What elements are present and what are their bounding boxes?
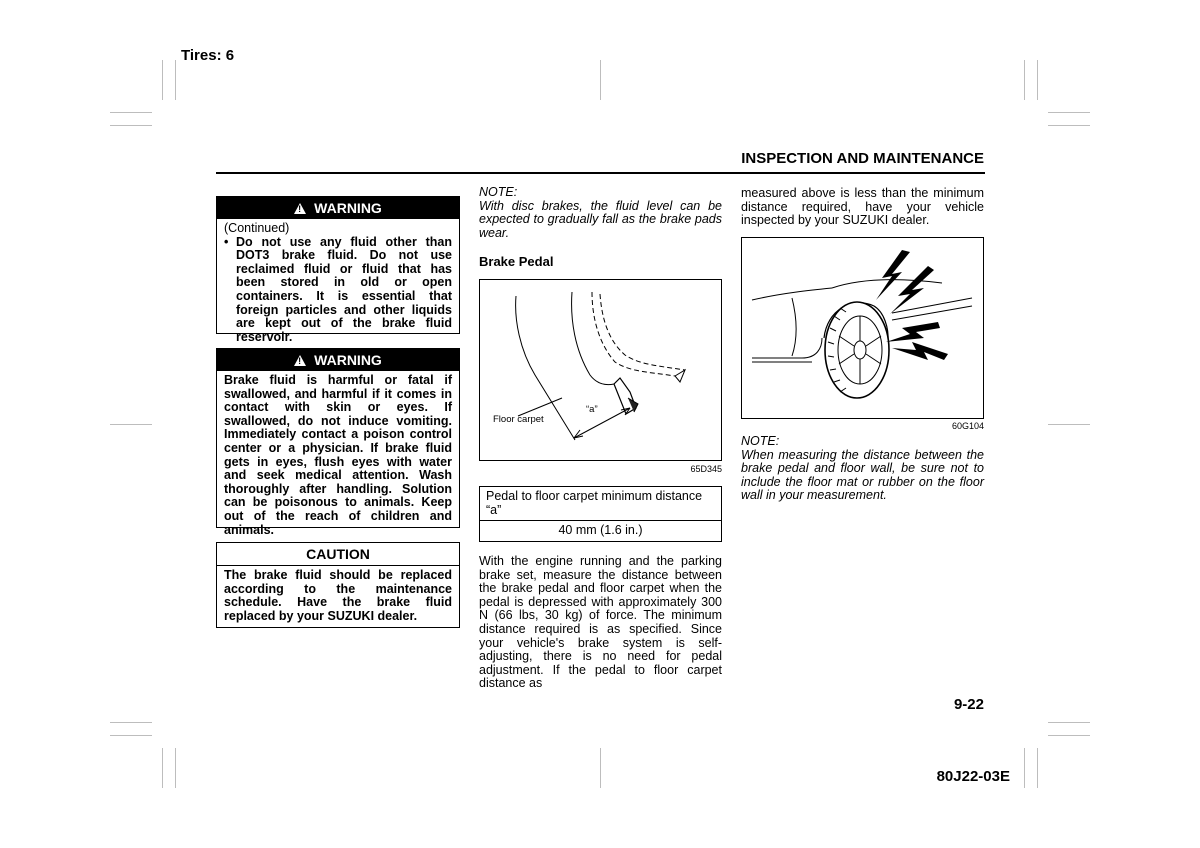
crop-mark: [1037, 60, 1038, 100]
warning-title: WARNING: [314, 352, 382, 368]
crop-mark: [1048, 125, 1090, 126]
warning-triangle-icon: !: [294, 355, 306, 366]
document-code: 80J22-03E: [936, 768, 1010, 785]
crop-mark: [175, 748, 176, 788]
note-measurement: [741, 435, 984, 503]
note-disc-brakes: [479, 186, 722, 240]
crop-mark: [110, 112, 152, 113]
warning-triangle-icon: !: [294, 203, 306, 214]
crop-mark: [1048, 112, 1090, 113]
caution-text: The brake fluid should be replaced according to the maintenance schedule. Have the brake fluid replaced by your SUZUKI dealer.: [224, 568, 452, 623]
note-label: NOTE:: [479, 185, 518, 199]
header-rule: [216, 172, 985, 174]
table-row: [480, 487, 722, 521]
caution-title: CAUTION: [217, 543, 459, 566]
warning-header: [217, 349, 459, 371]
car-tire-figure: [741, 237, 984, 419]
warning-header: [217, 197, 459, 219]
floor-carpet-label: Floor carpet: [493, 414, 544, 425]
warning-text: Brake fluid is harmful or fatal if swallowed, and harmful if it comes in contact with skin or eyes. If swallowed, do not induce vomiting. Immediately contact a poison control center or a physician. If brake fluid gets in eyes, flush eyes with water and seek medical attention. Wash thoroughly after handling. Solution can be poisonous to animals. Keep out of the reach of children and animals.: [224, 373, 452, 537]
spec-label: Pedal to floor carpet minimum distance “a”: [480, 487, 722, 521]
continued-label: (Continued): [224, 221, 290, 235]
warning-box-brake-fluid: [216, 348, 460, 537]
spec-value: 40 mm (1.6 in.): [480, 521, 722, 542]
continued-paragraph: measured above is less than the minimum distance required, have your vehicle inspected by your SUZUKI dealer.: [741, 186, 984, 228]
crop-mark: [1024, 60, 1025, 100]
crop-mark: [110, 735, 152, 736]
crop-mark: [162, 60, 163, 100]
note-text: With disc brakes, the fluid level can be expected to gradually fall as the brake pads wear.: [479, 198, 722, 240]
crop-mark: [1024, 748, 1025, 788]
section-title: INSPECTION AND MAINTENANCE: [741, 150, 984, 167]
crop-mark: [600, 60, 601, 100]
crop-mark: [1037, 748, 1038, 788]
distance-a-label: “a”: [586, 404, 598, 415]
crop-mark: [1048, 735, 1090, 736]
figure-code: 60G104: [951, 421, 984, 431]
pedal-paragraph: With the engine running and the parking brake set, measure the distance between the brake pedal and floor carpet when the pedal is depressed with approximately 300 N (66 lbs, 30 kg) of force. The minimum distance required is as specified. Since your vehicle's brake system is self-adjusting, there is no need for pedal adjustment. If the pedal to floor carpet distance as: [479, 554, 722, 691]
caution-box: [216, 542, 460, 628]
crop-mark: [110, 125, 152, 126]
crop-mark: [1048, 424, 1090, 425]
crop-mark: [175, 60, 176, 100]
car-front-wheel-illustration: [742, 238, 983, 418]
table-row: [480, 521, 722, 542]
crop-mark: [110, 722, 152, 723]
page-number: 9-22: [953, 696, 984, 713]
warning-box-continued: [216, 196, 460, 344]
warning-title: WARNING: [314, 200, 382, 216]
note-text: When measuring the distance between the brake pedal and floor wall, be sure not to include the floor mat or rubber on the floor wall in your measurement.: [741, 447, 984, 503]
chapter-label: Tires: 6: [181, 47, 235, 64]
bullet-icon: •: [224, 234, 229, 249]
crop-mark: [162, 748, 163, 788]
crop-mark: [1048, 722, 1090, 723]
brake-pedal-figure: [479, 279, 722, 461]
subheading-brake-pedal: Brake Pedal: [479, 254, 554, 269]
crop-mark: [110, 424, 152, 425]
spec-table: [479, 486, 722, 542]
warning-bullet-text: Do not use any fluid other than DOT3 brake fluid. Do not use reclaimed fluid or fluid that has been stored in old or open containers. It is essential that foreign particles and other liquids are kept out of the brake fluid reservoir.: [236, 234, 452, 344]
crop-mark: [600, 748, 601, 788]
figure-code: 65D345: [690, 464, 722, 474]
note-label: NOTE:: [741, 434, 780, 448]
brake-pedal-illustration: [480, 280, 721, 460]
